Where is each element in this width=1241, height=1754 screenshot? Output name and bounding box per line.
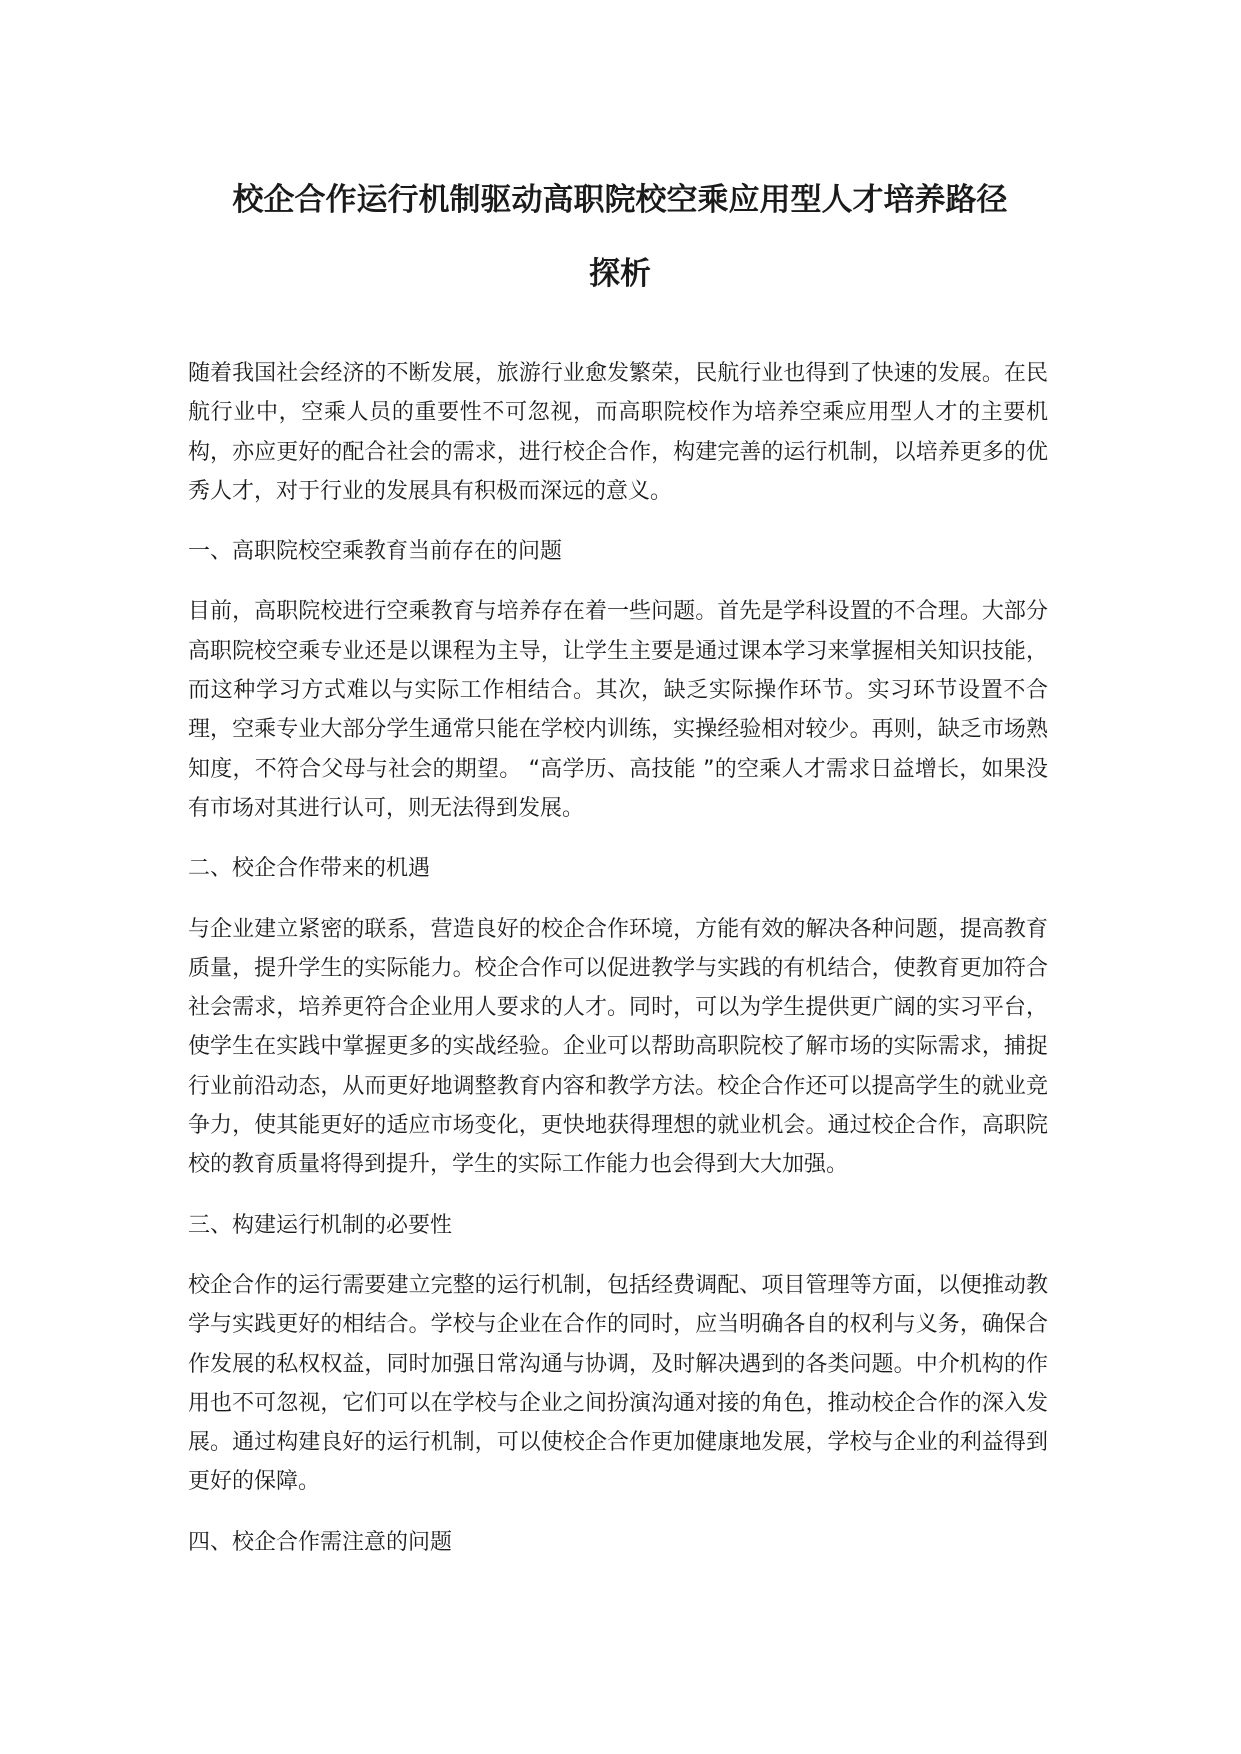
section-paragraph-3: 校企合作的运行需要建立完整的运行机制，包括经费调配、项目管理等方面，以便推动教学与实践更好的相结合。学校与企业在合作的同时，应当明确各自的权利与义务，确保合作发展的私权权益，同时加强日常沟通与协调，及时解决遇到的各类问题。中介机构的作用也不可忽视，它们可以在学校与企业之间扮演沟通对接的角色，推动校企合作的深入发展。通过构建良好的运行机制，可以使校企合作更加健康地发展，学校与企业的利益得到更好的保障。 <box>188 1272 1048 1495</box>
section-paragraph-2: 与企业建立紧密的联系，营造良好的校企合作环境，方能有效的解决各种问题，提高教育质量，提升学生的实际能力。校企合作可以促进教学与实践的有机结合，使教育更加符合社会需求，培养更符合企业用人要求的人才。同时，可以为学生提供更广阔的实习平台，使学生在实践中掌握更多的实战经验。企业可以帮助高职院校了解市场的实际需求，捕捉行业前沿动态，从而更好地调整教育内容和教学方法。校企合作还可以提高学生的就业竞争力，使其能更好的适应市场变化，更快地获得理想的就业机会。通过校企合作，高职院校的教育质量将得到提升，学生的实际工作能力也会得到大大加强。 <box>188 916 1048 1178</box>
intro-paragraph: 随着我国社会经济的不断发展，旅游行业愈发繁荣，民航行业也得到了快速的发展。在民航行业中，空乘人员的重要性不可忽视，而高职院校作为培养空乘应用型人才的主要机构，亦应更好的配合社会的需求，进行校企合作，构建完善的运行机制，以培养更多的优秀人才，对于行业的发展具有积极而深远的意义。 <box>188 361 1048 504</box>
document-title-line-1: 校企合作运行机制驱动高职院校空乘应用型人才培养路径 <box>232 182 1008 218</box>
section-paragraph-1: 目前，高职院校进行空乘教育与培养存在着一些问题。首先是学科设置的不合理。大部分高职院校空乘专业还是以课程为主导，让学生主要是通过课本学习来掌握相关知识技能，而这种学习方式难以与实际工作相结合。其次，缺乏实际操作环节。实习环节设置不合理，空乘专业大部分学生通常只能在学校内训练，实操经验相对较少。再则，缺乏市场熟知度，不符合父母与社会的期望。 “高学历、高技能 ”的空乘人才需求日益增长，如果没有市场对其进行认可，则无法得到发展。 <box>188 599 1048 821</box>
document-title-line-2: 探析 <box>589 256 651 292</box>
section-heading-1: 一、高职院校空乘教育当前存在的问题 <box>188 539 563 565</box>
section-heading-2: 二、校企合作带来的机遇 <box>188 856 431 882</box>
section-heading-4: 四、校企合作需注意的问题 <box>188 1529 453 1555</box>
document-body <box>188 354 1048 1583</box>
section-heading-3: 三、构建运行机制的必要性 <box>188 1212 453 1238</box>
